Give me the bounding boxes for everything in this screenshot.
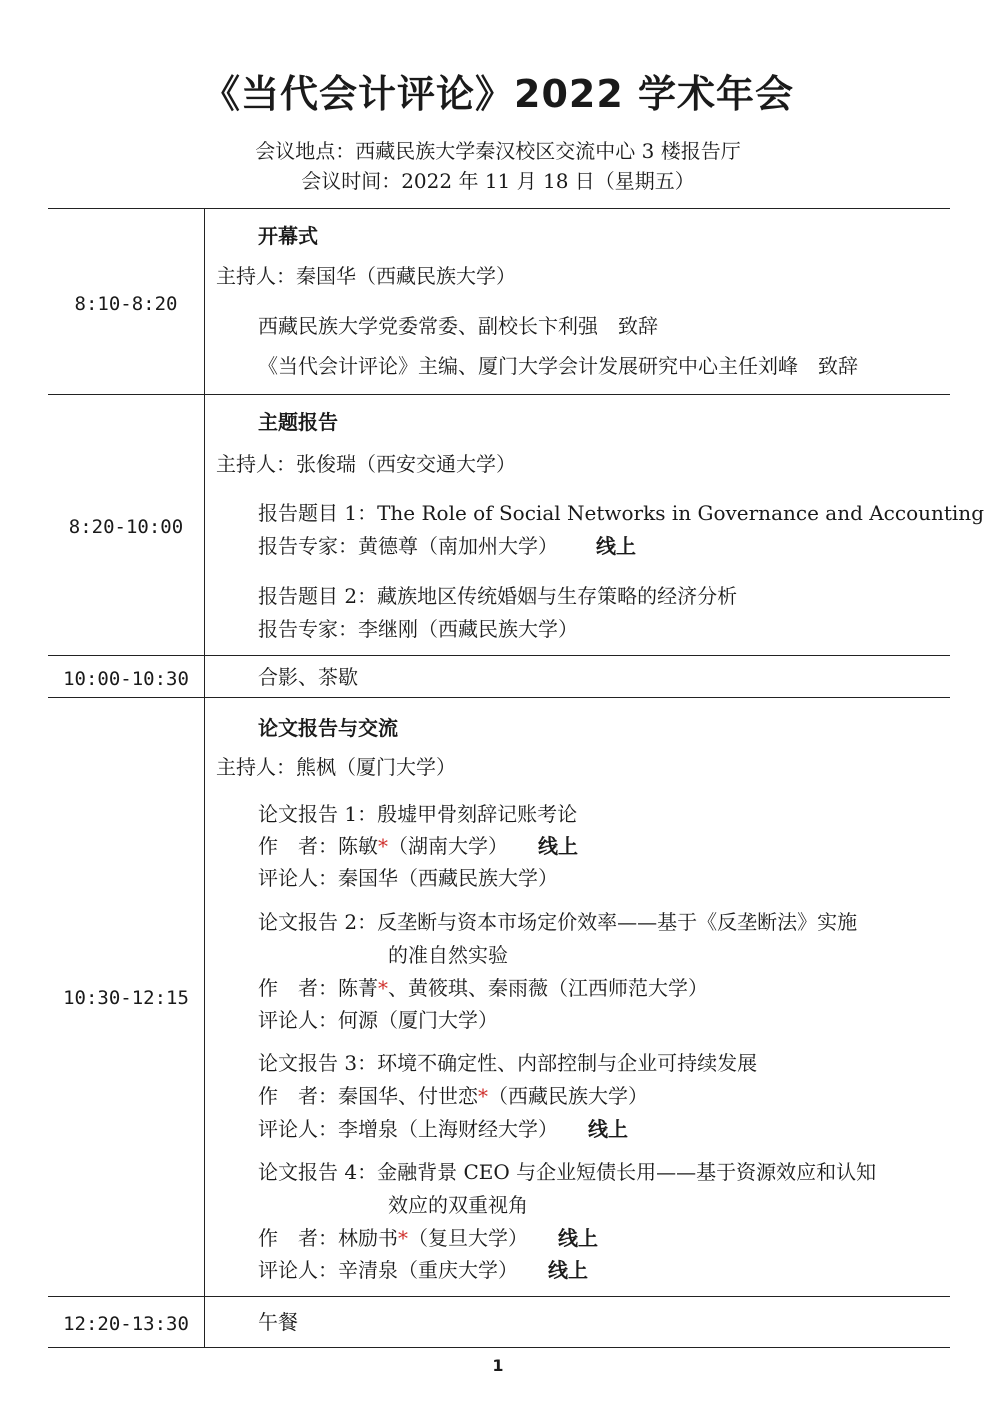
speech-line: 西藏民族大学党委常委、副校长卞利强 致辞 xyxy=(258,314,658,338)
lunch-text: 午餐 xyxy=(258,1310,298,1334)
time-cell: 8:20-10:00 xyxy=(68,516,184,538)
corresponding-star: * xyxy=(398,1226,408,1250)
report-expert-line xyxy=(258,531,636,561)
paper-affiliation: （西藏民族大学） xyxy=(488,1084,648,1108)
paper-reviewer-line xyxy=(258,1255,588,1285)
paper-reviewer: 评论人：李增泉（上海财经大学） xyxy=(258,1117,558,1141)
time-cell: 10:00-10:30 xyxy=(63,668,189,690)
paper-reviewer: 评论人：秦国华（西藏民族大学） xyxy=(258,866,558,890)
corresponding-star: * xyxy=(478,1084,488,1108)
paper-author-line xyxy=(258,973,708,1003)
paper-affiliation: 、黄筱琪、秦雨薇（江西师范大学） xyxy=(388,976,708,1000)
time-cell: 10:30-12:15 xyxy=(63,987,189,1009)
page-number: 1 xyxy=(492,1356,504,1375)
table-top-rule xyxy=(48,208,950,209)
report-expert: 报告专家：黄德尊（南加州大学） xyxy=(258,534,558,558)
paper-author-line xyxy=(258,831,578,861)
column-divider xyxy=(204,208,205,1347)
time-cell: 8:10-8:20 xyxy=(74,293,178,315)
session-title: 主题报告 xyxy=(258,410,338,434)
paper-title-cont: 的准自然实验 xyxy=(388,943,508,967)
online-badge: 线上 xyxy=(538,834,578,858)
paper-reviewer-line xyxy=(258,1114,628,1144)
row-divider xyxy=(48,1296,950,1297)
online-badge: 线上 xyxy=(588,1117,628,1141)
meeting-time: 会议时间：2022 年 11 月 18 日（星期五） xyxy=(301,169,695,193)
break-text: 合影、茶歇 xyxy=(258,665,358,689)
paper-title-cont: 效应的双重视角 xyxy=(388,1193,528,1217)
page-title: 《当代会计评论》2022 学术年会 xyxy=(202,72,794,116)
paper-author: 作 者：陈敏 xyxy=(258,834,378,858)
online-badge: 线上 xyxy=(596,534,636,558)
paper-author-line xyxy=(258,1223,598,1253)
session-host: 主持人：张俊瑞（西安交通大学） xyxy=(216,452,516,476)
paper-author: 作 者：陈菁 xyxy=(258,976,378,1000)
speech-line: 《当代会计评论》主编、厦门大学会计发展研究中心主任刘峰 致辞 xyxy=(258,354,858,378)
paper-reviewer: 评论人：辛清泉（重庆大学） xyxy=(258,1258,518,1282)
meeting-location: 会议地点：西藏民族大学秦汉校区交流中心 3 楼报告厅 xyxy=(255,139,741,163)
report-topic: 报告题目 1：The Role of Social Networks in Governance and Accounting xyxy=(258,501,984,525)
paper-affiliation: （湖南大学） xyxy=(388,834,508,858)
corresponding-star: * xyxy=(378,834,388,858)
corresponding-star: * xyxy=(378,976,388,1000)
row-divider xyxy=(48,394,950,395)
time-cell: 12:20-13:30 xyxy=(63,1313,189,1335)
paper-title: 论文报告 2：反垄断与资本市场定价效率——基于《反垄断法》实施 xyxy=(258,910,858,934)
paper-reviewer: 评论人：何源（厦门大学） xyxy=(258,1008,498,1032)
row-divider xyxy=(48,697,950,698)
table-bottom-rule xyxy=(48,1347,950,1348)
online-badge: 线上 xyxy=(548,1258,588,1282)
session-title: 开幕式 xyxy=(258,224,318,248)
report-expert: 报告专家：李继刚（西藏民族大学） xyxy=(258,617,578,641)
paper-author-line xyxy=(258,1081,648,1111)
report-topic: 报告题目 2：藏族地区传统婚姻与生存策略的经济分析 xyxy=(258,584,738,608)
paper-author: 作 者：秦国华、付世恋 xyxy=(258,1084,478,1108)
session-host: 主持人：秦国华（西藏民族大学） xyxy=(216,264,516,288)
paper-author: 作 者：林励书 xyxy=(258,1226,398,1250)
session-title: 论文报告与交流 xyxy=(258,716,398,740)
online-badge: 线上 xyxy=(558,1226,598,1250)
paper-title: 论文报告 1：殷墟甲骨刻辞记账考论 xyxy=(258,802,578,826)
paper-affiliation: （复旦大学） xyxy=(408,1226,528,1250)
row-divider xyxy=(48,655,950,656)
paper-title: 论文报告 4：金融背景 CEO 与企业短债长用——基于资源效应和认知 xyxy=(258,1160,877,1184)
paper-title: 论文报告 3：环境不确定性、内部控制与企业可持续发展 xyxy=(258,1051,758,1075)
session-host: 主持人：熊枫（厦门大学） xyxy=(216,755,456,779)
